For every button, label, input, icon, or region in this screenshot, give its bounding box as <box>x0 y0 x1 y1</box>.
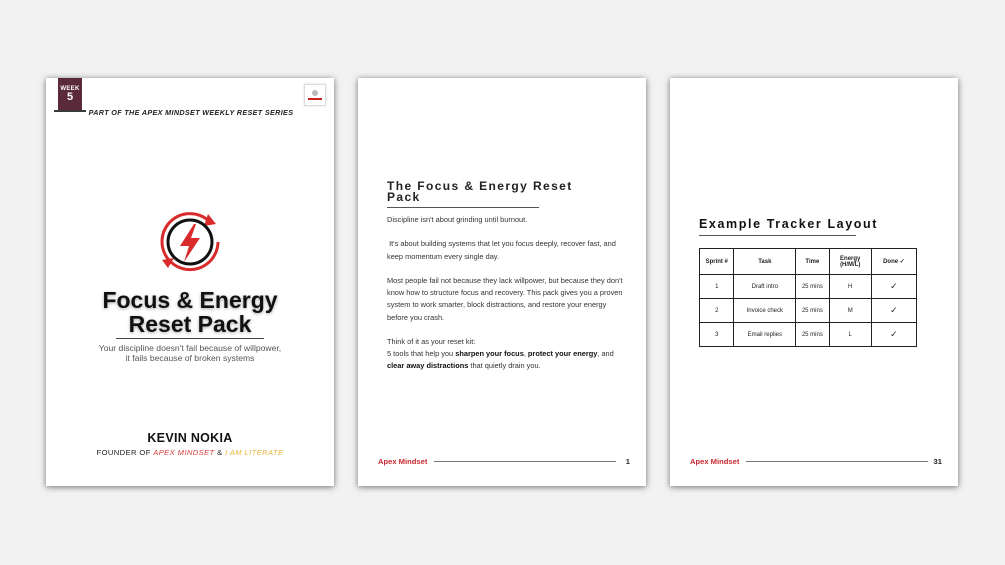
header-time: Time <box>796 249 829 275</box>
cover-title-line2: Reset Pack <box>128 311 252 337</box>
founder-amp: & <box>214 448 226 457</box>
cell-time: 25 mins <box>796 323 829 347</box>
paragraph-4-pre: 5 tools that help you <box>387 349 456 359</box>
cover-subtitle-line2: it fails because of broken systems <box>125 353 255 363</box>
badge-divider <box>54 110 86 112</box>
done-check-icon: ✓ <box>871 323 916 347</box>
paragraph-4-post: that quietly drain you. <box>468 361 541 371</box>
footer-brand: Apex Mindset <box>690 457 740 466</box>
footer-brand: Apex Mindset <box>378 457 428 466</box>
cover-subtitle <box>86 343 294 363</box>
done-check-icon: ✓ <box>871 275 916 299</box>
cell-sprint: 2 <box>700 299 734 323</box>
paragraph-4-line1: Think of it as your reset kit: <box>387 336 476 346</box>
week-label: WEEK <box>60 86 80 92</box>
brand-logo <box>304 84 326 106</box>
week-badge <box>58 78 82 110</box>
paragraph-4-mid2: , and <box>597 349 614 359</box>
header-task: Task <box>734 249 796 275</box>
footer-divider <box>434 461 616 462</box>
tracker-table <box>699 248 917 347</box>
cover-subtitle-line1: Your discipline doesn't fail because of willpower, <box>98 343 282 353</box>
title-underline <box>699 235 856 236</box>
week-number: 5 <box>66 91 74 103</box>
tracker-page <box>670 78 958 486</box>
table-row <box>700 275 917 299</box>
i-am-literate-brand: I AM LITERATE <box>225 448 284 457</box>
title-underline <box>116 338 264 339</box>
series-label: PART OF THE APEX MINDSET WEEKLY RESET SERIES <box>88 108 294 117</box>
cell-energy: L <box>829 323 871 347</box>
header-done: Done ✓ <box>871 249 916 275</box>
page-number: 31 <box>933 457 942 466</box>
page-number: 1 <box>625 457 630 466</box>
paragraph-4-mid1: , <box>523 349 528 359</box>
lightning-reset-icon <box>150 202 230 282</box>
founder-prefix: FOUNDER OF <box>96 448 154 457</box>
cell-time: 25 mins <box>796 275 829 299</box>
cell-time: 25 mins <box>796 299 829 323</box>
cell-sprint: 1 <box>700 275 734 299</box>
done-check-icon: ✓ <box>871 299 916 323</box>
table-row <box>700 323 917 347</box>
cell-task: Draft intro <box>734 275 796 299</box>
paragraph-3: Most people fail not because they lack willpower, but because they don't know how to structure focus and recovery. This pack gives you a proven system to work smarter, block distractions, and restore your energy before you crash. <box>387 275 623 322</box>
intro-body <box>387 214 623 385</box>
cell-energy: H <box>829 275 871 299</box>
cell-task: Invoice check <box>734 299 796 323</box>
bold-protect-energy: protect your energy <box>527 349 598 359</box>
paragraph-2: It's about building systems that let you focus deeply, recover fast, and keep momentum every single day. <box>387 239 618 261</box>
cover-title-line1: Focus & Energy <box>102 287 278 313</box>
cover-title <box>46 288 334 336</box>
page-title: The Focus & Energy Reset Pack <box>387 179 573 204</box>
founder-line <box>46 448 334 457</box>
intro-page <box>358 78 646 486</box>
header-sprint: Sprint # <box>700 249 734 275</box>
apex-mindset-brand: APEX MINDSET <box>153 448 215 457</box>
paragraph-1: Discipline isn't about grinding until burnout. <box>387 215 528 224</box>
title-underline <box>387 207 539 208</box>
cover-page <box>46 78 334 486</box>
bold-clear-distractions: clear away distractions <box>387 361 469 371</box>
cell-sprint: 3 <box>700 323 734 347</box>
footer-divider <box>746 461 928 462</box>
header-energy: Energy (H/M/L) <box>829 249 871 275</box>
bold-sharpen-focus: sharpen your focus <box>455 349 524 359</box>
logo-mark-icon <box>312 90 318 96</box>
logo-wordmark <box>308 98 322 100</box>
cell-task: Email replies <box>734 323 796 347</box>
author-name: KEVIN NOKIA <box>147 431 233 445</box>
page-title: Example Tracker Layout <box>699 217 879 231</box>
table-header-row <box>700 249 917 275</box>
cell-energy: M <box>829 299 871 323</box>
paragraph-4 <box>387 336 623 373</box>
table-row <box>700 299 917 323</box>
